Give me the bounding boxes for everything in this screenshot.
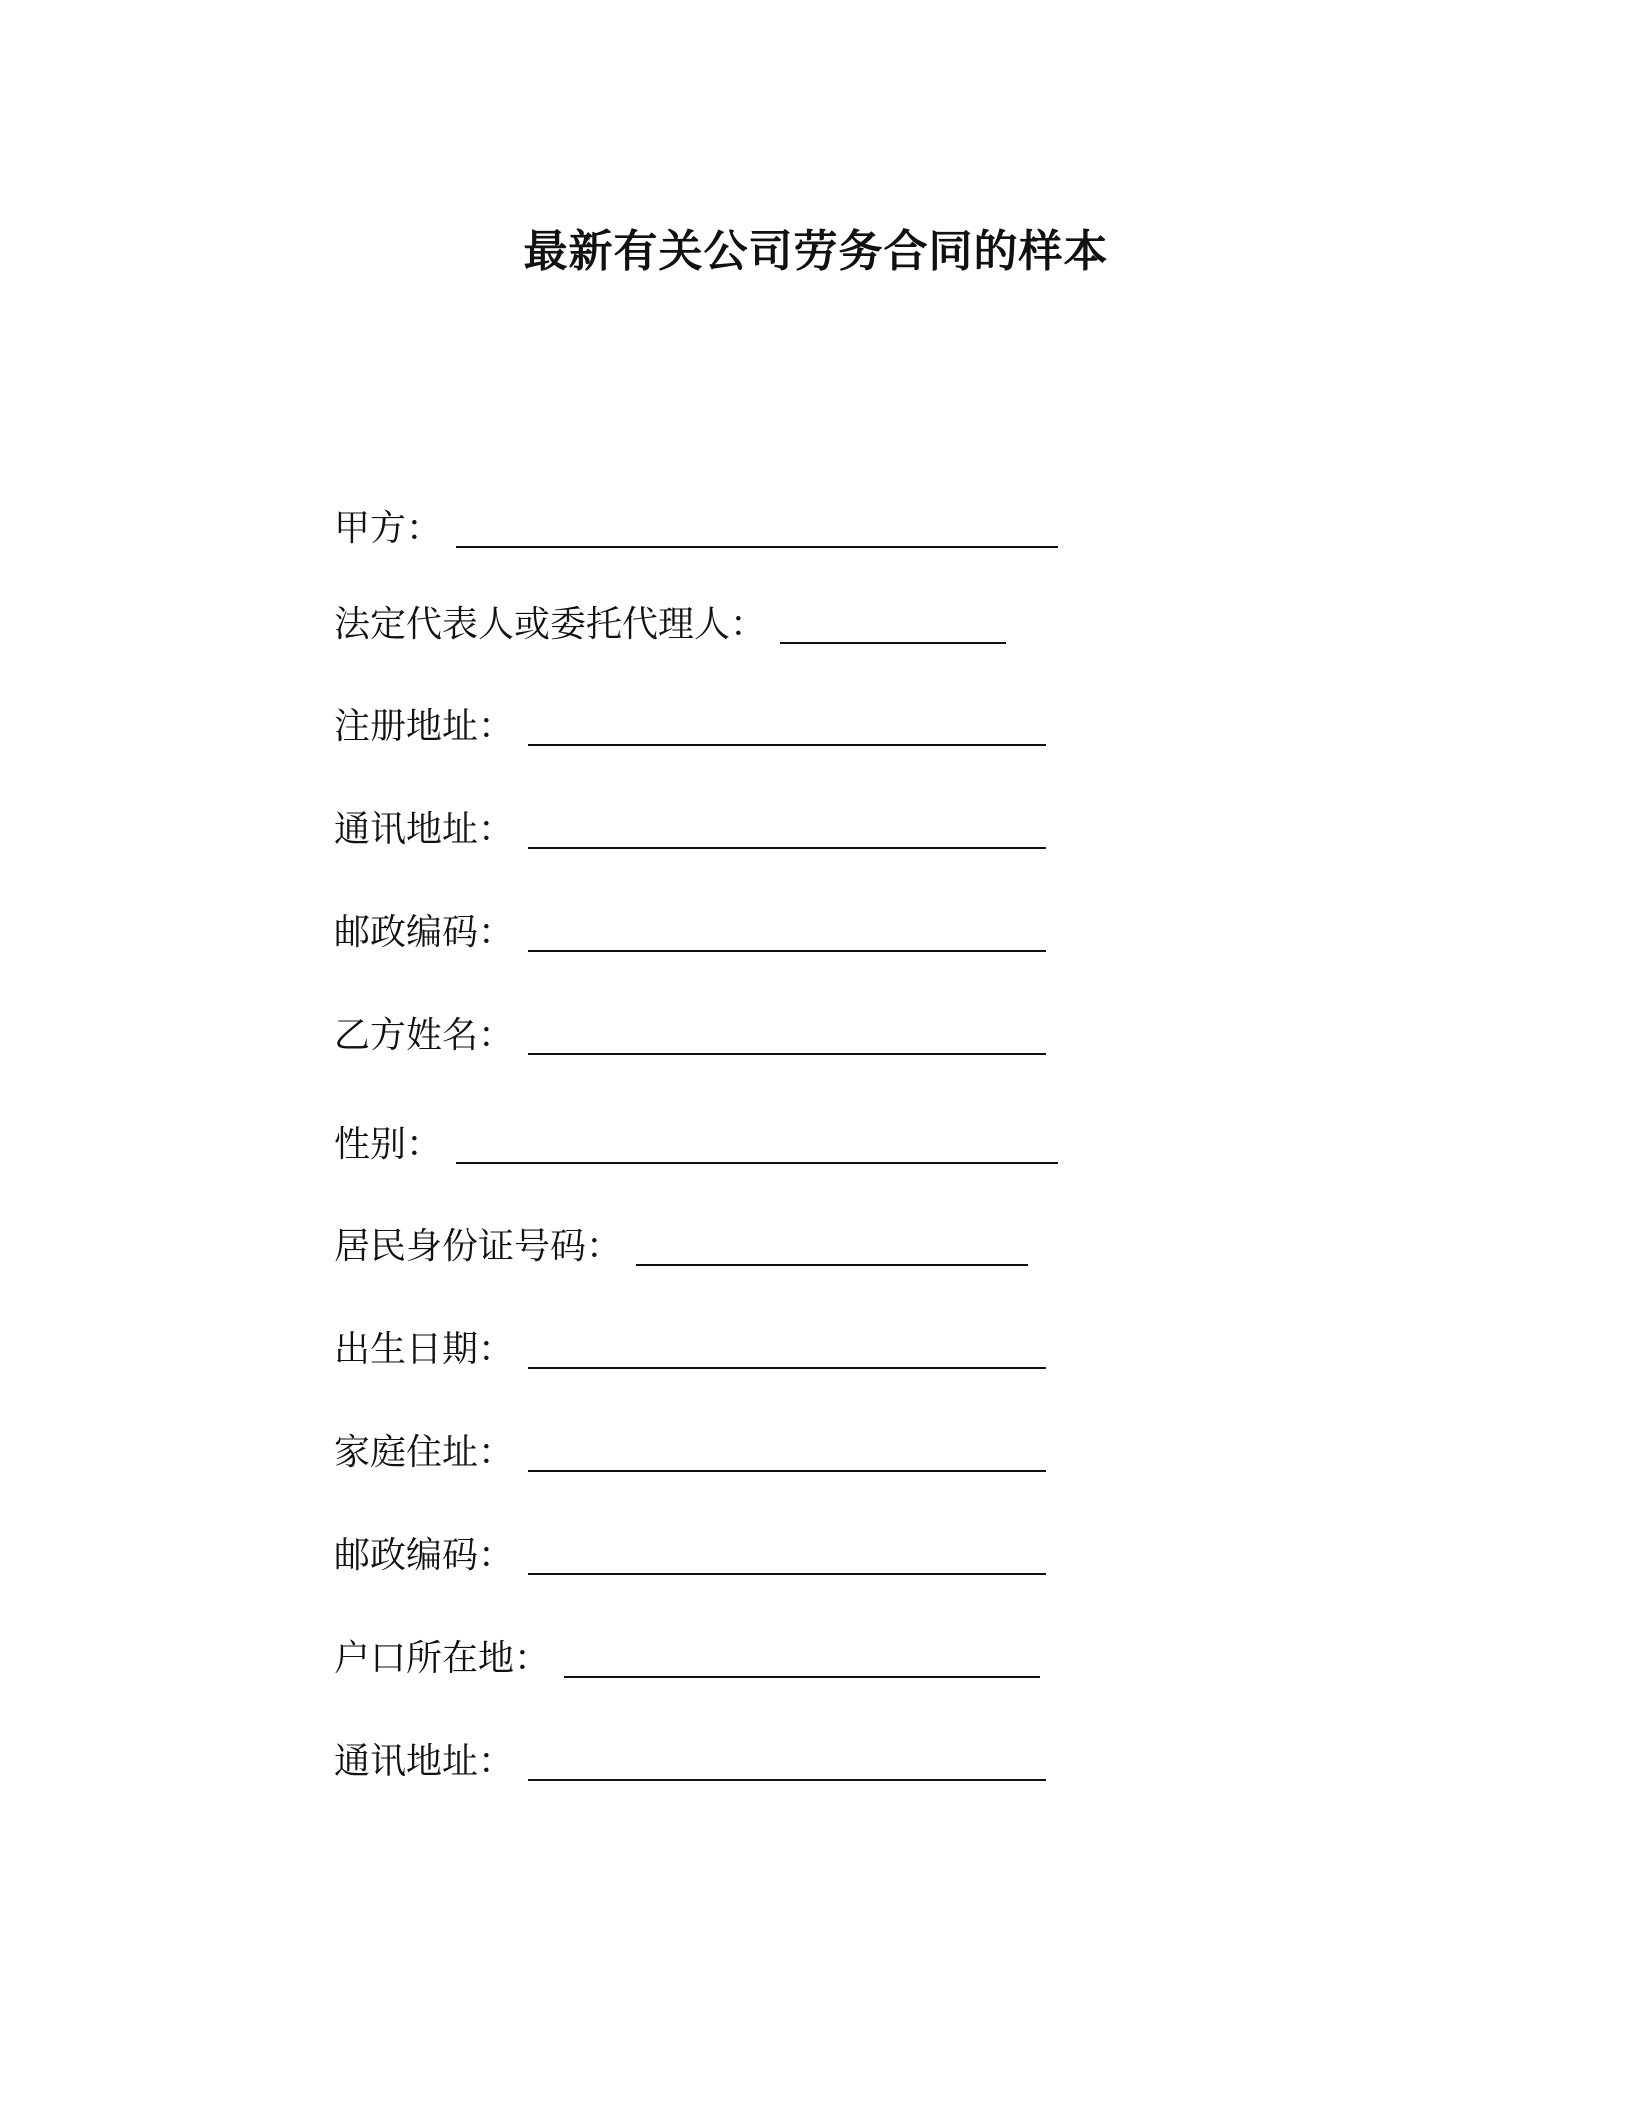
field-label: 邮政编码： bbox=[334, 1535, 515, 1576]
fill-in-blank bbox=[528, 916, 1046, 952]
field-postal-code-b bbox=[334, 1529, 1046, 1579]
field-label: 通讯地址： bbox=[334, 809, 515, 850]
field-party-b-name bbox=[334, 1009, 1046, 1059]
document-title: 最新有关公司劳务合同的样本 bbox=[523, 226, 1109, 277]
field-mailing-address-a bbox=[334, 803, 1046, 853]
field-label: 家庭住址： bbox=[334, 1432, 515, 1473]
fill-in-blank bbox=[528, 1539, 1046, 1575]
fill-in-blank bbox=[528, 1333, 1046, 1369]
field-label: 居民身份证号码： bbox=[334, 1226, 623, 1267]
field-party-a bbox=[334, 502, 1058, 552]
fill-in-blank bbox=[456, 512, 1058, 548]
field-label: 乙方姓名： bbox=[334, 1015, 515, 1056]
field-household-registration bbox=[334, 1632, 1040, 1682]
field-gender bbox=[334, 1118, 1058, 1168]
fill-in-blank bbox=[456, 1128, 1058, 1164]
field-label: 出生日期： bbox=[334, 1329, 515, 1370]
fill-in-blank bbox=[528, 710, 1046, 746]
fill-in-blank bbox=[780, 608, 1006, 644]
field-label: 注册地址： bbox=[334, 706, 515, 747]
fill-in-blank bbox=[636, 1230, 1028, 1266]
field-home-address bbox=[334, 1426, 1046, 1476]
field-label: 性别： bbox=[334, 1124, 443, 1165]
fill-in-blank bbox=[528, 1745, 1046, 1781]
field-label: 邮政编码： bbox=[334, 912, 515, 953]
field-birth-date bbox=[334, 1323, 1046, 1373]
field-id-number bbox=[334, 1220, 1028, 1270]
field-registered-address bbox=[334, 700, 1046, 750]
fill-in-blank bbox=[528, 1436, 1046, 1472]
fill-in-blank bbox=[528, 1019, 1046, 1055]
field-label: 法定代表人或委托代理人： bbox=[334, 604, 767, 645]
field-label: 户口所在地： bbox=[334, 1638, 551, 1679]
field-postal-code-a bbox=[334, 906, 1046, 956]
field-label: 通讯地址： bbox=[334, 1741, 515, 1782]
fill-in-blank bbox=[528, 813, 1046, 849]
fill-in-blank bbox=[564, 1642, 1040, 1678]
field-label: 甲方： bbox=[334, 508, 443, 549]
field-mailing-address-b bbox=[334, 1735, 1046, 1785]
field-legal-representative bbox=[334, 598, 1006, 648]
